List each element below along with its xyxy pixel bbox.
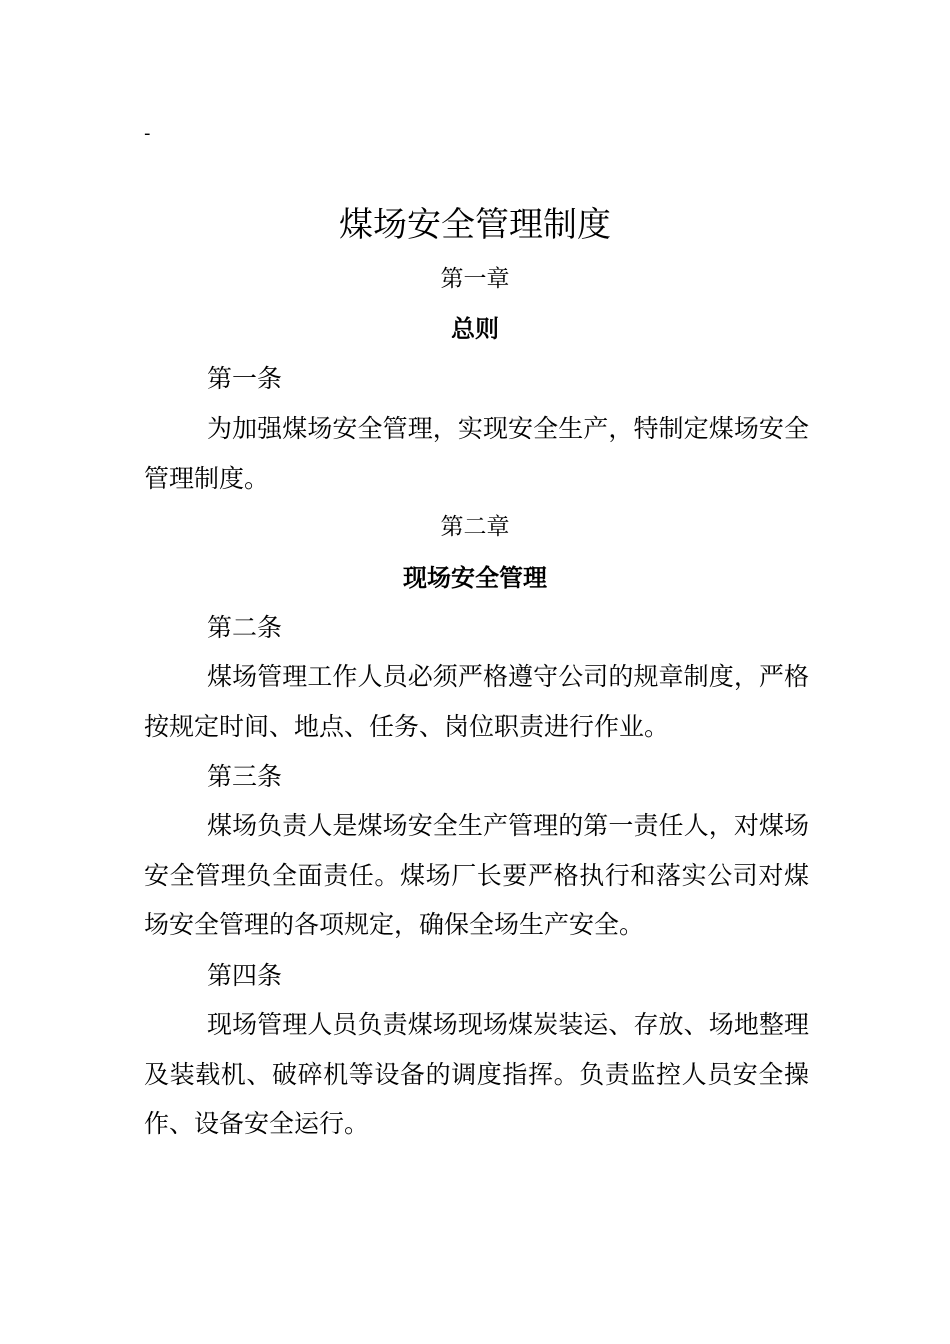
article-1-text: 为加强煤场安全管理，实现安全生产，特制定煤场安全管理制度。 bbox=[144, 414, 809, 493]
chapter-1-label: 第一章 bbox=[440, 266, 510, 292]
chapter-1-name: 总则 bbox=[451, 315, 499, 343]
header-mark: - bbox=[144, 123, 151, 144]
chapter-2-name: 现场安全管理 bbox=[403, 564, 547, 592]
article-4-label: 第四条 bbox=[207, 961, 283, 990]
article-1-label: 第一条 bbox=[207, 364, 283, 393]
document-title: 煤场安全管理制度 bbox=[339, 205, 611, 245]
article-2-text: 煤场管理工作人员必须严格遵守公司的规章制度，严格按规定时间、地点、任务、岗位职责进行作业。 bbox=[144, 662, 809, 741]
chapter-2-label: 第二章 bbox=[440, 514, 510, 540]
article-3-text: 煤场负责人是煤场安全生产管理的第一责任人，对煤场安全管理负全面责任。煤场厂长要严格执行和落实公司对煤场安全管理的各项规定，确保全场生产安全。 bbox=[144, 811, 809, 939]
article-3-label: 第三条 bbox=[207, 762, 283, 791]
article-4-text: 现场管理人员负责煤场现场煤炭装运、存放、场地整理及装载机、破碎机等设备的调度指挥。负责监控人员安全操作、设备安全运行。 bbox=[144, 1010, 809, 1138]
article-2-label: 第二条 bbox=[207, 613, 283, 642]
